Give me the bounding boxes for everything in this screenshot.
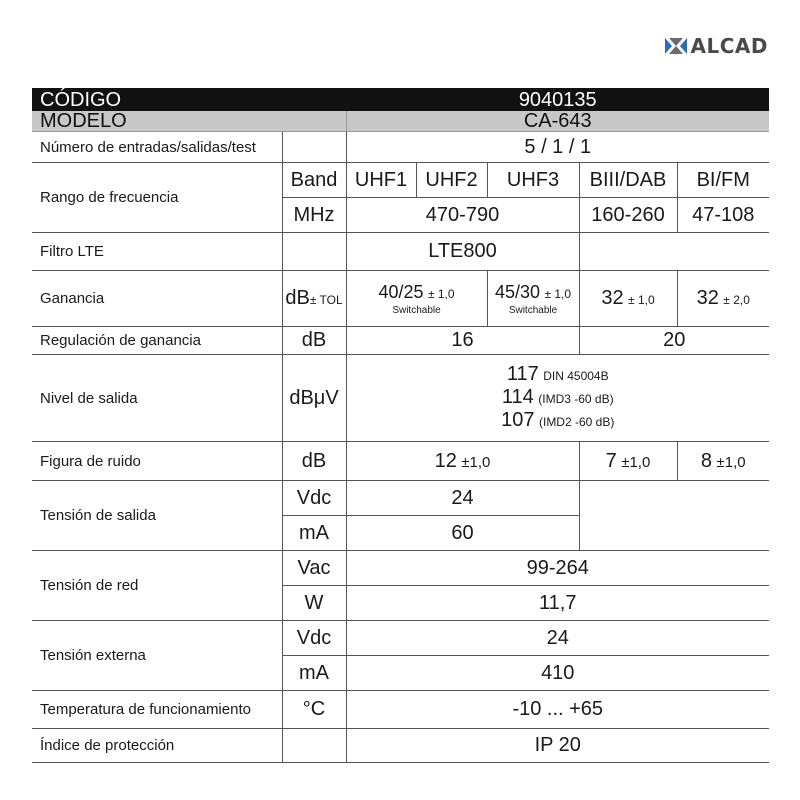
row-regulacion: [32, 327, 769, 355]
tension-ext-v2: 410: [346, 656, 769, 691]
nivel-l3-note: (IMD2 -60 dB): [538, 414, 615, 429]
tension-red-unit1: Vac: [282, 551, 346, 586]
mhz-fm: 47-108: [677, 198, 769, 233]
ruido-v1-value: 12: [434, 449, 457, 472]
entradas-label: Número de entradas/salidas/test: [32, 132, 282, 163]
filtro-empty: [579, 233, 769, 271]
ruido-v1: [346, 442, 579, 481]
codigo-value: 9040135: [346, 89, 769, 111]
nivel-l1-note: DIN 45004B: [543, 368, 609, 383]
g2-note: Switchable: [508, 304, 558, 316]
tension-ext-label: Tensión externa: [32, 621, 282, 691]
row-ruido: [32, 442, 769, 481]
band-bi-fm: BI/FM: [677, 163, 769, 198]
g1-value: 40/25: [378, 281, 424, 302]
regulacion-label: Regulación de ganancia: [32, 327, 282, 355]
tension-red-unit2: W: [282, 586, 346, 621]
nivel-line-1: [347, 364, 770, 387]
codigo-label: CÓDIGO: [32, 89, 346, 111]
ruido-unit: dB: [282, 442, 346, 481]
g4-value: 32: [696, 287, 719, 309]
nivel-line-3: [347, 410, 770, 433]
row-tension-salida-1: [32, 481, 769, 516]
ganancia-g1: [346, 271, 487, 327]
band-uhf2: UHF2: [416, 163, 487, 198]
nivel-l2: 114: [501, 385, 534, 408]
modelo-value: CA-643: [346, 111, 769, 132]
ruido-v3-tol: ±1,0: [716, 453, 746, 471]
temperatura-unit: °C: [282, 691, 346, 729]
row-ganancia: [32, 271, 769, 327]
rango-label: Rango de frecuencia: [32, 163, 282, 233]
ruido-v3-value: 8: [700, 449, 713, 472]
entradas-value: 5 / 1 / 1: [346, 132, 769, 163]
temperatura-label: Temperatura de funcionamiento: [32, 691, 282, 729]
filtro-unit: [282, 233, 346, 271]
mhz-biii: 160-260: [579, 198, 677, 233]
tension-ext-unit1: Vdc: [282, 621, 346, 656]
row-filtro: [32, 233, 769, 271]
brand-name: ALCAD: [690, 34, 768, 58]
row-nivel: [32, 355, 769, 442]
tension-salida-unit2: mA: [282, 516, 346, 551]
row-entradas: [32, 132, 769, 163]
tension-ext-unit2: mA: [282, 656, 346, 691]
g4-tol: ± 2,0: [723, 293, 750, 307]
ruido-v3: [677, 442, 769, 481]
rango-mhz-unit: MHz: [282, 198, 346, 233]
tension-red-label: Tensión de red: [32, 551, 282, 621]
regulacion-v1: 16: [346, 327, 579, 355]
nivel-l2-note: (IMD3 -60 dB): [538, 391, 614, 406]
tension-salida-unit1: Vdc: [282, 481, 346, 516]
tension-red-v2: 11,7: [346, 586, 769, 621]
alcad-logo-icon: [665, 38, 687, 54]
ruido-label: Figura de ruido: [32, 442, 282, 481]
ruido-v2-value: 7: [605, 449, 617, 472]
ganancia-unit-tol: ± TOL: [309, 293, 343, 307]
tension-salida-label: Tensión de salida: [32, 481, 282, 551]
spec-table: [32, 88, 769, 763]
nivel-l1: 117: [506, 362, 539, 385]
ganancia-g2: [487, 271, 579, 327]
ruido-v2-tol: ±1,0: [621, 453, 651, 471]
tension-red-v1: 99-264: [346, 551, 769, 586]
mhz-uhf: 470-790: [346, 198, 579, 233]
ruido-v1-tol: ±1,0: [461, 453, 491, 471]
filtro-value: LTE800: [346, 233, 579, 271]
header-codigo-row: [32, 89, 769, 111]
tension-salida-v2: 60: [346, 516, 579, 551]
modelo-label: MODELO: [32, 111, 346, 132]
row-temperatura: [32, 691, 769, 729]
ganancia-unit: [282, 271, 346, 327]
nivel-values: [346, 355, 769, 442]
g1-tol: ± 1,0: [427, 286, 455, 301]
ganancia-g4: [677, 271, 769, 327]
temperatura-value: -10 ... +65: [346, 691, 769, 729]
row-tension-red-1: [32, 551, 769, 586]
row-rango-band: [32, 163, 769, 198]
ganancia-unit-db: dB: [285, 287, 310, 309]
tension-salida-empty: [579, 481, 769, 551]
header-modelo-row: [32, 111, 769, 132]
g3-tol: ± 1,0: [628, 293, 655, 307]
row-tension-ext-1: [32, 621, 769, 656]
ruido-v2: [579, 442, 677, 481]
nivel-line-2: [347, 387, 770, 410]
nivel-label: Nivel de salida: [32, 355, 282, 442]
entradas-unit: [282, 132, 346, 163]
regulacion-unit: dB: [282, 327, 346, 355]
band-uhf1: UHF1: [346, 163, 416, 198]
regulacion-v2: 20: [579, 327, 769, 355]
band-uhf3: UHF3: [487, 163, 579, 198]
g3-value: 32: [601, 287, 624, 309]
proteccion-label: Índice de protección: [32, 729, 282, 763]
proteccion-unit: [282, 729, 346, 763]
proteccion-value: IP 20: [346, 729, 769, 763]
tension-ext-v1: 24: [346, 621, 769, 656]
row-proteccion: [32, 729, 769, 763]
nivel-l3: 107: [501, 408, 535, 431]
filtro-label: Filtro LTE: [32, 233, 282, 271]
ganancia-label: Ganancia: [32, 271, 282, 327]
brand-logo: [665, 34, 768, 58]
ganancia-g3: [579, 271, 677, 327]
g1-note: Switchable: [392, 304, 441, 316]
rango-band-unit: Band: [282, 163, 346, 198]
band-biii-dab: BIII/DAB: [579, 163, 677, 198]
g2-tol: ± 1,0: [544, 286, 572, 301]
nivel-unit: dBμV: [282, 355, 346, 442]
g2-value: 45/30: [494, 281, 540, 302]
tension-salida-v1: 24: [346, 481, 579, 516]
